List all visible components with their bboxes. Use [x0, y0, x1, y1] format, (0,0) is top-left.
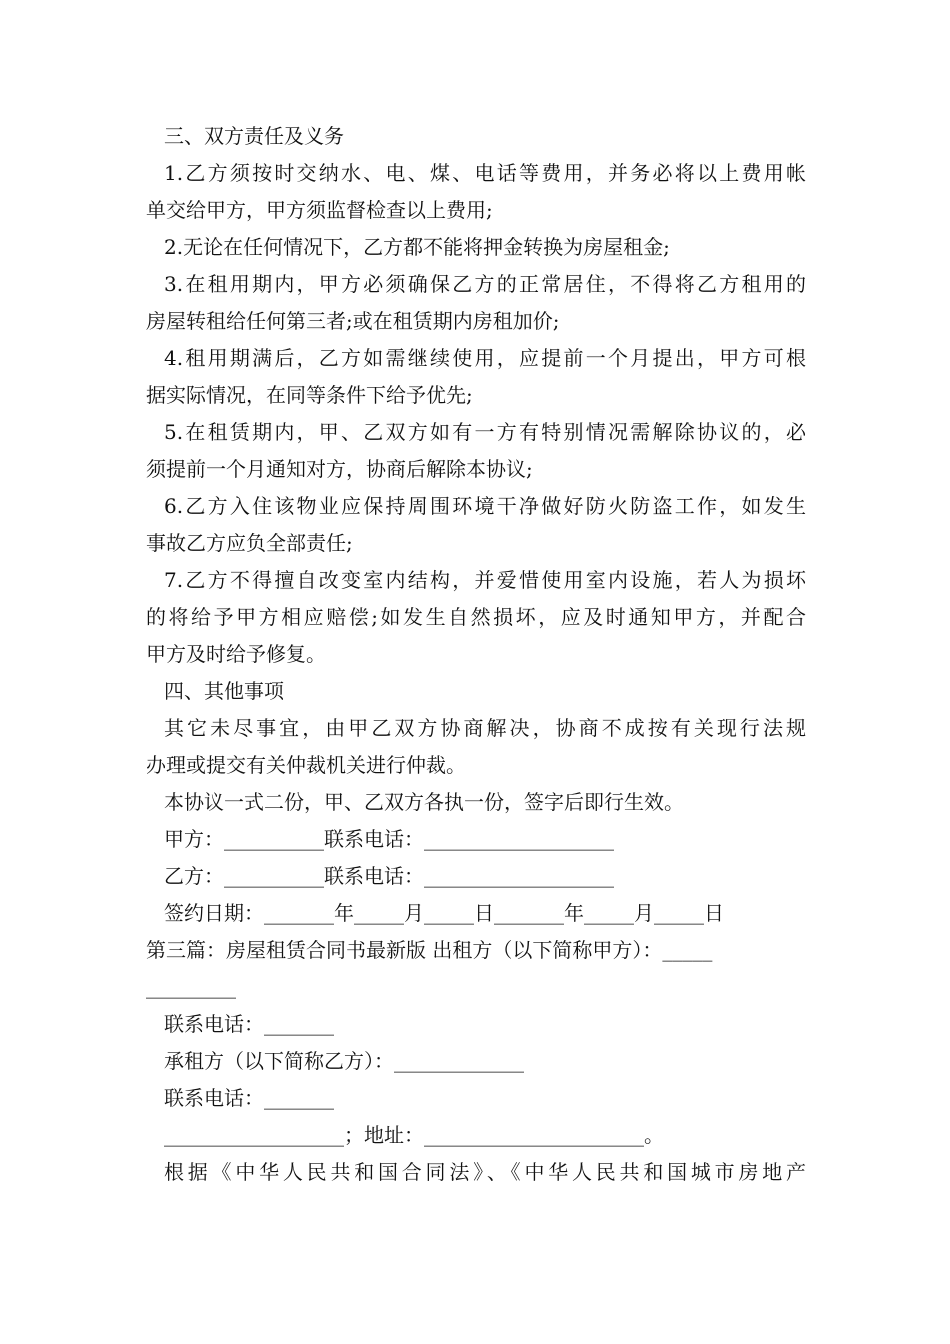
text-line: 房屋转租给任何第三者;或在租赁期内房租加价; [146, 309, 560, 333]
text-line: 乙方：__________联系电话：___________________ [164, 864, 614, 888]
text-line: 据实际情况，在同等条件下给予优先; [146, 383, 473, 407]
text-line: 5.在租赁期内，甲、乙双方如有一方有特别情况需解除协议的，必 [164, 420, 806, 444]
text-line: _________ [146, 975, 236, 999]
text-line: 3.在租用期内，甲方必须确保乙方的正常居住，不得将乙方租用的 [164, 272, 806, 296]
text-line: 事故乙方应负全部责任; [146, 531, 353, 555]
text-line: 1.乙方须按时交纳水、电、煤、电话等费用，并务必将以上费用帐 [164, 161, 806, 185]
text-line: 4.租用期满后，乙方如需继续使用，应提前一个月提出，甲方可根 [164, 346, 806, 370]
document-page [146, 118, 806, 1191]
text-line: 办理或提交有关仲裁机关进行仲裁。 [146, 753, 466, 777]
text-line: 四、其他事项 [164, 679, 284, 703]
text-line: 2.无论在任何情况下，乙方都不能将押金转换为房屋租金; [164, 235, 670, 259]
text-line: 甲方及时给予修复。 [146, 642, 326, 666]
text-line: 7.乙方不得擅自改变室内结构，并爱惜使用室内设施，若人为损坏 [164, 568, 806, 592]
text-line: 联系电话：_______ [164, 1086, 334, 1110]
text-line: __________________；地址：______________________。 [164, 1123, 664, 1147]
text-line: 甲方：__________联系电话：___________________ [164, 827, 614, 851]
text-line: 签约日期：_______年_____月_____日_______年_____月_____日 [164, 901, 724, 925]
text-line: 本协议一式二份，甲、乙双方各执一份，签字后即行生效。 [164, 790, 684, 814]
text-line: 第三篇：房屋租赁合同书最新版 出租方（以下简称甲方）：_____ [146, 938, 713, 962]
text-line: 单交给甲方，甲方须监督检查以上费用; [146, 198, 493, 222]
text-line: 联系电话：_______ [164, 1012, 334, 1036]
text-line: 三、双方责任及义务 [164, 124, 344, 148]
text-line: 承租方（以下简称乙方）：_____________ [164, 1049, 524, 1073]
text-line: 根据《中华人民共和国合同法》、《中华人民共和国城市房地产 [164, 1160, 806, 1184]
text-line: 须提前一个月通知对方，协商后解除本协议; [146, 457, 533, 481]
text-line: 的将给予甲方相应赔偿;如发生自然损坏，应及时通知甲方，并配合 [146, 605, 806, 629]
text-line: 其它未尽事宜，由甲乙双方协商解决，协商不成按有关现行法规 [164, 716, 806, 740]
text-line: 6.乙方入住该物业应保持周围环境干净做好防火防盗工作，如发生 [164, 494, 806, 518]
